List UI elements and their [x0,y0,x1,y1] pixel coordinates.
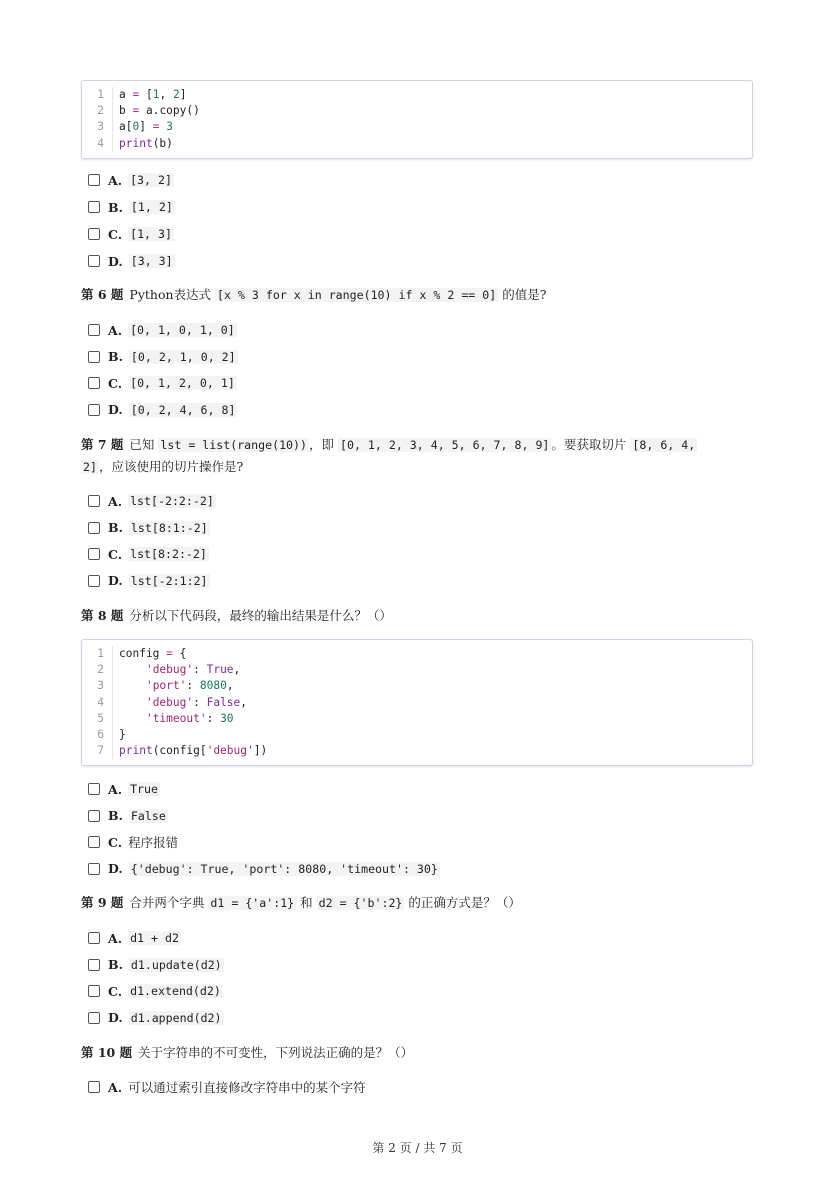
inline-code: d1 = {'a':1} [210,896,295,910]
line-number: 2 [82,103,113,119]
option-letter: C. [108,546,123,562]
line-number: 3 [82,678,113,694]
code-line [82,711,752,727]
code-line [82,103,752,119]
option-letter: A. [108,1079,123,1095]
code-text: 'port': 8080, [145,679,234,693]
option-letter: A. [108,930,123,946]
checkbox-icon[interactable] [88,1081,100,1093]
code-line [82,87,752,103]
option-c[interactable] [88,832,178,852]
option-text: d1.extend(d2) [130,984,221,999]
code-text: a = [1, 2] [119,88,187,101]
option-letter: B. [108,349,123,365]
line-number: 5 [82,711,113,727]
option-text: [0, 1, 0, 1, 0] [130,323,235,337]
option-text: False [130,808,166,823]
code-block-1 [81,80,753,159]
option-letter: D. [108,573,123,589]
checkbox-icon[interactable] [88,201,100,213]
option-a[interactable] [88,1077,366,1097]
inline-code: 2] [83,460,97,474]
option-b[interactable] [88,197,175,217]
option-c[interactable] [88,981,223,1001]
question-number: 第 7 题 [81,437,124,452]
option-text: d1 + d2 [130,931,179,945]
checkbox-icon[interactable] [88,174,100,186]
question-text: 合并两个字典 [129,895,205,910]
checkbox-icon[interactable] [88,228,100,240]
option-letter: B. [108,808,123,824]
checkbox-icon[interactable] [88,863,100,875]
question-9 [81,892,751,914]
question-text: 已知 [129,437,155,452]
option-letter: D. [108,402,123,418]
code-line [82,695,752,711]
option-d[interactable] [88,859,440,879]
page-footer: 第 2 页 / 共 7 页 [372,1141,463,1155]
option-text: [0, 2, 4, 6, 8] [130,402,236,417]
option-letter: A. [108,322,123,338]
option-c[interactable] [88,224,174,244]
option-a[interactable] [88,928,181,948]
question-7 [81,434,751,478]
option-letter: C. [108,375,123,391]
code-text: 'debug': False, [145,695,248,709]
option-text: [3, 2] [130,173,172,187]
option-b[interactable] [88,347,238,367]
option-c[interactable] [88,373,237,393]
question-10 [81,1042,751,1064]
line-number: 6 [82,727,113,743]
checkbox-icon[interactable] [88,495,100,507]
option-letter: D. [108,253,123,269]
question-text: Python表达式 [129,287,212,302]
checkbox-icon[interactable] [88,548,100,560]
option-a[interactable] [88,170,174,190]
checkbox-icon[interactable] [88,1012,100,1024]
option-text: lst[-2:1:2] [130,573,208,588]
line-number: 4 [82,136,113,152]
checkbox-icon[interactable] [88,932,100,944]
question-text: 的值是? [502,287,547,302]
option-a[interactable] [88,779,160,799]
option-letter: C. [108,983,123,999]
question-number: 第 6 题 [81,287,124,302]
question-text: 关于字符串的不可变性，下列说法正确的是？（） [138,1045,414,1060]
option-text: 可以通过索引直接修改字符串中的某个字符 [128,1080,366,1095]
option-text: d1.append(d2) [130,1010,222,1025]
question-text: 。要获取切片 [551,437,627,452]
option-b[interactable] [88,518,210,538]
question-number: 第 10 题 [81,1045,133,1060]
option-letter: B. [108,957,123,973]
option-d[interactable] [88,571,210,591]
question-6 [81,284,751,306]
option-text: d1.update(d2) [130,957,222,972]
checkbox-icon[interactable] [88,985,100,997]
option-b[interactable] [88,955,224,975]
inline-code: lst = list(range(10)) [160,438,307,452]
line-number: 1 [82,646,113,662]
option-a[interactable] [88,320,237,340]
checkbox-icon[interactable] [88,324,100,336]
code-block-2 [81,639,753,766]
option-letter: C. [108,834,123,850]
question-text: 分析以下代码段，最终的输出结果是什么？（） [129,608,392,623]
checkbox-icon[interactable] [88,351,100,363]
code-text: 'timeout': 30 [145,711,234,725]
code-text: a[0] = 3 [119,120,173,134]
code-line [82,727,752,743]
code-line [82,646,752,662]
line-number: 1 [82,87,113,103]
question-text: 的正确方式是？（） [408,895,521,910]
inline-code: d2 = {'b':2} [318,896,403,910]
option-text: lst[-2:2:-2] [130,494,214,508]
option-text: [0, 2, 1, 0, 2] [130,349,236,364]
line-number: 4 [82,695,113,711]
option-text: 程序报错 [128,835,179,851]
checkbox-icon[interactable] [88,522,100,534]
option-letter: B. [108,520,123,536]
line-number: 7 [82,743,113,759]
question-8 [81,605,751,627]
line-number: 2 [82,662,113,678]
question-number: 第 9 题 [81,895,124,910]
option-letter: A. [108,781,123,797]
checkbox-icon[interactable] [88,959,100,971]
code-text: print(b) [119,136,173,150]
option-text: [1, 3] [130,227,172,241]
checkbox-icon[interactable] [88,575,100,587]
option-text: [3, 3] [130,254,173,268]
option-text: lst[8:2:-2] [130,547,207,562]
code-line [82,678,752,694]
option-letter: D. [108,1010,123,1026]
checkbox-icon[interactable] [88,783,100,795]
checkbox-icon[interactable] [88,810,100,822]
option-d[interactable] [88,251,175,271]
checkbox-icon[interactable] [88,255,100,267]
inline-code: [x % 3 for x in range(10) if x % 2 == 0] [217,288,497,302]
checkbox-icon[interactable] [88,836,100,848]
code-line [82,662,752,678]
question-number: 第 8 题 [81,608,124,623]
option-letter: D. [108,861,123,877]
question-text: ，即 [309,437,335,452]
code-text: 'debug': True, [145,663,241,677]
code-line [82,743,752,759]
option-text: [1, 2] [130,200,173,214]
option-letter: A. [108,172,123,188]
option-c[interactable] [88,544,209,564]
inline-code: [8, 6, 4, [632,438,696,452]
inline-code: [0, 1, 2, 3, 4, 5, 6, 7, 8, 9] [340,438,550,452]
code-text: } [119,727,126,741]
option-b[interactable] [88,806,168,826]
option-letter: B. [108,199,123,215]
option-letter: C. [108,226,123,242]
checkbox-icon[interactable] [88,404,100,416]
code-text: print(config['debug']) [119,744,268,758]
option-d[interactable] [88,1008,224,1028]
option-letter: A. [108,493,123,509]
code-line [82,119,752,135]
option-text: [0, 1, 2, 0, 1] [130,376,235,391]
line-number: 3 [82,119,113,135]
option-text: True [130,782,158,796]
option-d[interactable] [88,400,237,420]
checkbox-icon[interactable] [88,377,100,389]
option-text: {'debug': True, 'port': 8080, 'timeout': 30} [130,861,438,876]
option-text: lst[8:1:-2] [130,520,208,535]
code-text: b = a.copy() [119,104,200,118]
question-text: ，应该使用的切片操作是? [98,459,244,474]
option-a[interactable] [88,491,216,511]
code-text: config = { [119,647,187,660]
question-text: 和 [300,895,313,910]
code-line [82,136,752,152]
